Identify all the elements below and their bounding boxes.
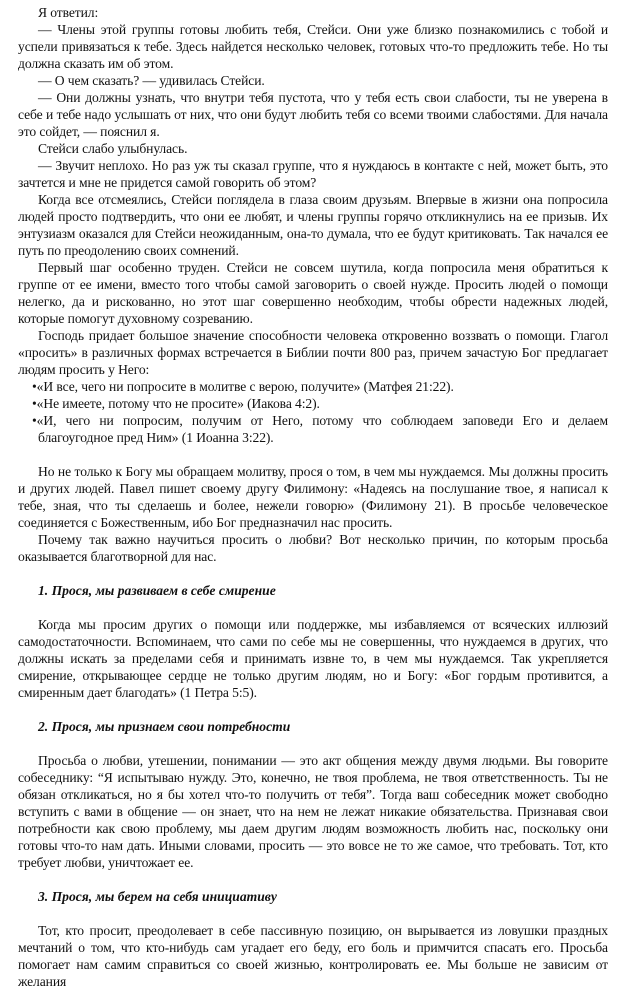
- spacer: [18, 565, 608, 582]
- paragraph: — Они должны узнать, что внутри тебя пустота, что у тебя есть свои слабости, ты не уверена в себе и тебе надо услышать от них, что они будут любить тебя со всеми твоими слабостями. Для начала это сойдет, — пояснил я.: [18, 90, 608, 139]
- paragraph: Я ответил:: [38, 5, 99, 20]
- bullet-quote: •«Не имеете, потому что не просите» (Иакова 4:2).: [32, 396, 320, 411]
- spacer: [18, 446, 608, 463]
- section-heading-humility: 1. Прося, мы развиваем в себе смирение: [38, 583, 276, 598]
- bullet-quote: •«И, чего ни попросим, получим от Него, потому что соблюдаем заповеди Его и делаем благоугодное пред Ним» (1 Иоанна 3:22).: [32, 413, 608, 445]
- spacer: [18, 701, 608, 718]
- paragraph: — О чем сказать? — удивилась Стейси.: [38, 73, 265, 88]
- paragraph: Господь придает большое значение способности человека откровенно воззвать о помощи. Глагол «просить» в различных формах встречается в Библии почти 800 раз, причем зачастую Бог предлагает людям просить у Него:: [18, 328, 608, 377]
- section-text-needs: Просьба о любви, утешении, понимании — это акт общения между двумя людьми. Вы говорите собеседнику: “Я испытываю нужду. Это, конечно, не твоя проблема, не твоя ответственность. Ты не обязан откликаться, но я бы хотел что-то получить от тебя”. Тогда ваш собеседник может свободно вступить с вами в общение — он знает, что на нем не лежат никакие обязательства. Признавая свои потребности как свою проблему, мы даем другим людям возможность любить нас, поскольку они готовы что-то нам дать. Иными словами, просить — это вовсе не то же самое, что требовать. Тот, кто требует любви, уничтожает ее.: [18, 753, 608, 870]
- paragraph: Но не только к Богу мы обращаем молитву, прося о том, в чем мы нуждаемся. Мы должны просить и других людей. Павел пишет своему другу Филимону: «Надеясь на послушание твое, я написал к тебе, зная, что ты сделаешь и более, нежели говорю» (Филимону 21). В просьбе человеческое соединяется с Божественным, ибо Бог предназначил нас просить.: [18, 464, 608, 530]
- section-heading-needs: 2. Прося, мы признаем свои потребности: [38, 719, 291, 734]
- section-text-initiative: Тот, кто просит, преодолевает в себе пассивную позицию, он вырывается из ловушки праздных мечтаний о том, что кто-нибудь сам угадает его беду, его боль и примчится спасать его. Просьба помогает нам самим справиться со своей жизнью, контролировать ее. Мы больше не зависим от желания: [18, 923, 608, 989]
- section-text-humility: Когда мы просим других о помощи или поддержке, мы избавляемся от всяческих иллюзий самодостаточности. Вспоминаем, что сами по себе мы не совершенны, что нуждаемся в других, что должны искать за пределами себя и принимать извне то, в чем мы нуждаемся. Так укрепляется смирение, открывающее сердце не только другим людям, но и Богу: «Бог гордым противится, а смиренным дает благодать» (1 Петра 5:5).: [18, 617, 608, 700]
- paragraph: Почему так важно научиться просить о любви? Вот несколько причин, по которым просьба оказывается благотворной для нас.: [18, 532, 608, 564]
- paragraph: — Члены этой группы готовы любить тебя, Стейси. Они уже близко познакомились с тобой и успели привязаться к тебе. Здесь найдется несколько человек, готовых что-то предложить тебе. Но ты должна сказать им об этом.: [18, 22, 608, 71]
- spacer: [18, 871, 608, 888]
- spacer: [18, 905, 608, 922]
- paragraph: Стейси слабо улыбнулась.: [38, 141, 188, 156]
- paragraph: — Звучит неплохо. Но раз уж ты сказал группе, что я нуждаюсь в контакте с ней, может быть, это зачтется и мне не придется самой говорить об этом?: [18, 158, 608, 190]
- paragraph: Когда все отсмеялись, Стейси поглядела в глаза своим друзьям. Впервые в жизни она попросила людей просто подтвердить, что они ее любят, и члены группы горячо откликнулись на ее призыв. Их энтузиазм оказался для Стейси неожиданным, она-то думала, что ее будут критиковать. Так начался ее путь по преодолению своих сомнений.: [18, 192, 608, 258]
- spacer: [18, 735, 608, 752]
- section-heading-initiative: 3. Прося, мы берем на себя инициативу: [38, 889, 277, 904]
- bullet-quote: •«И все, чего ни попросите в молитве с верою, получите» (Матфея 21:22).: [32, 379, 454, 394]
- paragraph: Первый шаг особенно труден. Стейси не совсем шутила, когда попросила меня обратиться к группе от ее имени, вместо того чтобы самой заговорить о своей нужде. Просить людей о помощи нелегко, да и рискованно, но этот шаг совершенно необходим, чтобы обрести надежных людей, которые помогут духовному созреванию.: [18, 260, 608, 326]
- spacer: [18, 599, 608, 616]
